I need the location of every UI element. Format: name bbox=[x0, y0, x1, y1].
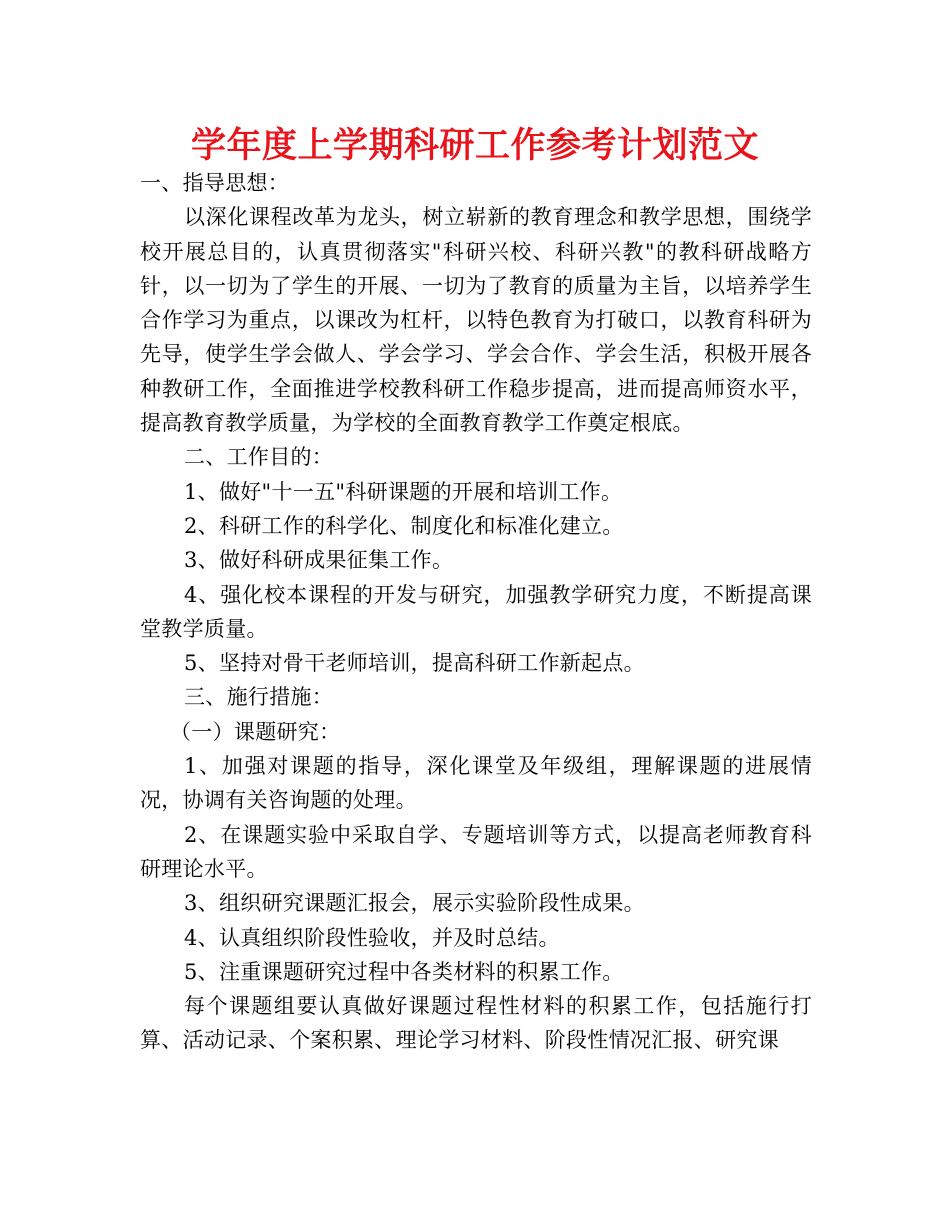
goal-item-3: 3、做好科研成果征集工作。 bbox=[184, 548, 454, 573]
document-body bbox=[140, 166, 812, 1058]
measure-item-3: 3、组织研究课题汇报会，展示实验阶段性成果。 bbox=[184, 891, 645, 916]
paragraph-material-accumulation: 每个课题组要认真做好课题过程性材料的积累工作，包括施行打算、活动记录、个案积累、理论学习材料、阶段性情况汇报、研究课 bbox=[140, 994, 812, 1053]
measure-item-1: 1、加强对课题的指导，深化课堂及年级组，理解课题的进展情况，协调有关咨询题的处理。 bbox=[140, 754, 812, 813]
section-heading-guiding-ideology: 一、指导思想： bbox=[140, 171, 290, 195]
goal-item-1: 1、做好"十一五"科研课题的开展和培训工作。 bbox=[184, 479, 623, 504]
measure-item-2: 2、在课题实验中采取自学、专题培训等方式，以提高老师教育科研理论水平。 bbox=[140, 822, 812, 881]
document-title: 学年度上学期科研工作参考计划范文 bbox=[190, 126, 759, 166]
goal-item-5: 5、坚持对骨干老师培训，提高科研工作新起点。 bbox=[184, 651, 645, 676]
section-heading-work-goals: 二、工作目的： bbox=[184, 445, 334, 470]
measure-item-4: 4、认真组织阶段性验收，并及时总结。 bbox=[184, 925, 560, 950]
goal-item-4: 4、强化校本课程的开发与研究，加强教学研究力度，不断提高课堂教学质量。 bbox=[140, 582, 812, 641]
measure-item-5: 5、注重课题研究过程中各类材料的积累工作。 bbox=[184, 959, 624, 984]
goal-item-2: 2、科研工作的科学化、制度化和标准化建立。 bbox=[184, 513, 624, 538]
subsection-heading-topic-research: （一）课题研究： bbox=[170, 719, 341, 744]
paragraph-guiding-ideology: 以深化课程改革为龙头，树立崭新的教育理念和教学思想，围绕学校开展总目的，认真贯彻落实"科研兴校、科研兴教"的教科研战略方针，以一切为了学生的开展、一切为了教育的质量为主旨，以培养学生合作学习为重点，以课改为杠杆，以特色教育为打破口，以教育科研为先导，使学生学会做人、学会学习、学会合作、学会生活，积极开展各种教研工作，全面推进学校教科研工作稳步提高，进而提高师资水平，提高教育教学质量，为学校的全面教育教学工作奠定根底。 bbox=[140, 205, 812, 436]
section-heading-measures: 三、施行措施： bbox=[184, 685, 334, 710]
